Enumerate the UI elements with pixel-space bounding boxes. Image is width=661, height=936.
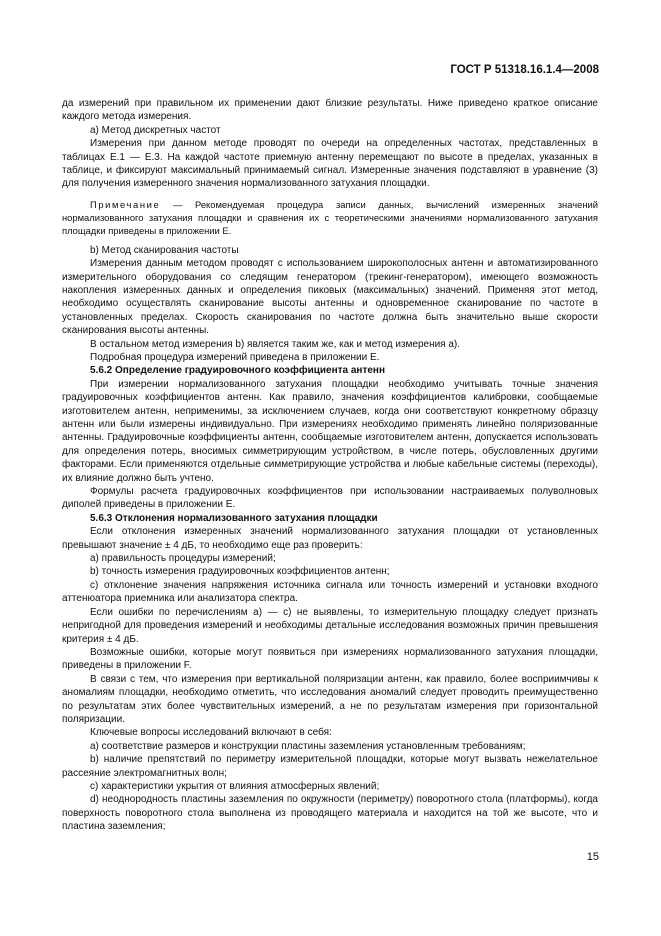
paragraph: В связи с тем, что измерения при вертикальной поляризации антенн, как правило, более восприимчивы к аномалиям площадки, необходимо отметить, что исследования аномалий следует проводить преимущественно по результатам этих более чувствительных измерений, а не по результатам измерения при горизонтальной поляризации. (62, 673, 598, 725)
list-item: b) Метод сканирования частоты (90, 244, 239, 256)
section-heading: 5.6.3 Отклонения нормализованного затухания площадки (90, 512, 378, 524)
list-item: a) правильность процедуры измерений; (90, 553, 276, 565)
list-item: b) точность измерения градуировочных коэффициентов антенн; (90, 566, 390, 578)
paragraph: Возможные ошибки, которые могут появиться при измерениях нормализованного затухания площадки, приведены в приложении F. (62, 646, 598, 672)
paragraph: да измерений при правильном их применении дают близкие результаты. Ниже приведено краткое описание каждого метода измерения. (62, 98, 598, 123)
document-body (62, 97, 598, 834)
list-item: c) характеристики укрытия от влияния атмосферных явлений; (90, 780, 380, 792)
paragraph: Подробная процедура измерений приведена в приложении Е. (90, 351, 380, 363)
paragraph: Измерения при данном методе проводят по очереди на определенных частотах, представленных в таблицах Е.1 — Е.3. На каждой частоте приемную антенну перемещают по высоте в пределах, указанных в таблице, и фиксируют максимальный принимаемый сигнал. Измеренные значения подставляют в уравнение (3) для получения измеренного значения нормализованного затухания площадки. (62, 138, 598, 190)
list-item: a) Метод дискретных частот (90, 124, 221, 136)
page-number: 15 (586, 851, 599, 863)
paragraph: Ключевые вопросы исследований включают в себя: (90, 727, 332, 739)
paragraph: При измерении нормализованного затухания площадки необходимо учитывать точные значения градуировочных коэффициентов антенн. Как правило, значения коэффициентов калибровки, сообщаемые изготовителем антенн, неприменимы, за исключением случаев, когда они соответствуют конкретному образцу антенн или были измерены индивидуально. При измерениях необходимо применять линейно поляризованные антенны. Градуировочные коэффициенты антенн, сообщаемые изготовителем антенн, допускается использовать для определения потерь, вносимых симметрирующим устройством, в числе потерь, обусловленных другими факторами. Если применяются отдельные симметрирующие устройства и любые кабельные системы (переходы), их влияние должно быть учтено. (62, 378, 598, 484)
paragraph: В остальном метод измерения b) является таким же, как и метод измерения а). (90, 338, 461, 350)
paragraph: Измерения данным методом проводят с использованием широкополосных антенн и автоматизированного измерительного оборудования со следящим генератором (трекинг-генератором), имеющего возможность накопления измеренных данных и определения пиковых (максимальных) значений. Применяя этот метод, необходимо осуществлять сканирование высоты антенны и одновременное сканирование по частоте в установленных пределах. Скорость сканирования по частоте должна быть значительно выше скорости сканирования высоты антенны. (62, 258, 598, 337)
note-text: — Рекомендуемая процедура записи данных, вычислений измеренных значений нормализованного затухания площадки и сравнения их с теоретическими значениями нормализованного затухания площадки приведены в приложении Е. (62, 198, 598, 237)
note (62, 198, 598, 238)
list-item: a) соответствие размеров и конструкции пластины заземления установленным требованиям; (90, 740, 526, 752)
section-heading: 5.6.2 Определение градуировочного коэффициента антенн (90, 365, 385, 377)
list-item: b) наличие препятствий по периметру измерительной площадки, которые могут вызвать нежелательное рассеяние электромагнитных волн; (62, 754, 598, 779)
paragraph: Формулы расчета градуировочных коэффициентов при использовании настраиваемых полуволновых диполей приведены в приложении Е. (62, 486, 598, 511)
list-item: c) отклонение значения напряжения источника сигнала или точность измерений и установки входного аттенюатора приемника или анализатора спектра. (62, 579, 598, 605)
note-label: Примечание (90, 198, 161, 210)
paragraph: Если ошибки по перечислениям а) — с) не выявлены, то измерительную площадку следует признать непригодной для проведения измерений и необходимы детальные исследования возможных причин превышения критерия ± 4 дБ. (62, 606, 598, 645)
document-header: ГОСТ Р 51318.16.1.4—2008 (450, 64, 599, 76)
list-item: d) неоднородность пластины заземления по окружности (периметру) поворотного стола (платформы), когда поверхность поворотного стола выполнена из проводящего материала и находится на той же высоте, что и пластина заземления; (62, 794, 598, 833)
paragraph: Если отклонения измеренных значений нормализованного затухания площадки от установленных превышают значение ± 4 дБ, то необходимо еще раз проверить: (62, 526, 598, 551)
